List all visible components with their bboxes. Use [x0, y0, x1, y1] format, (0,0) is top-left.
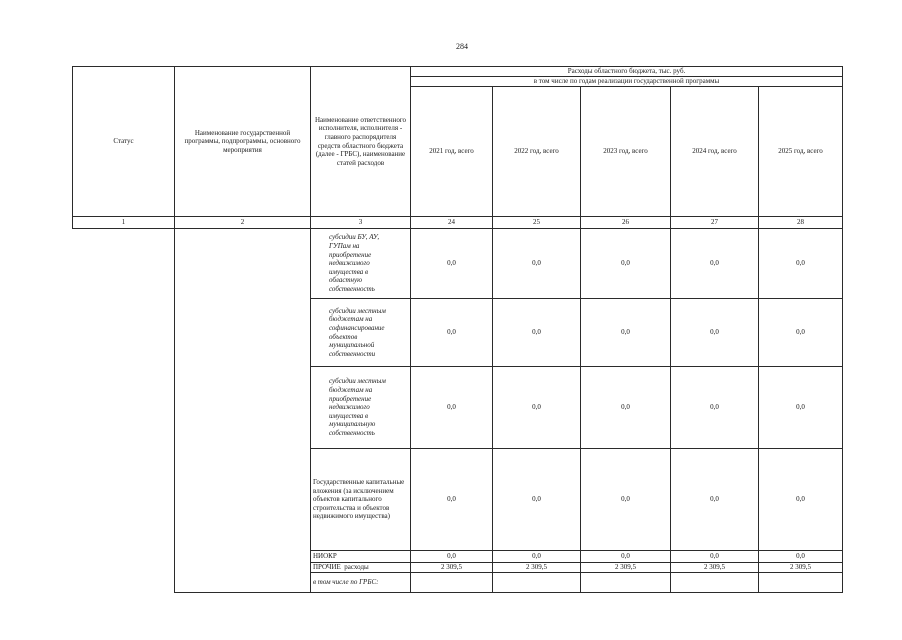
- header-status: Статус: [73, 67, 175, 217]
- value-cell: 0,0: [759, 449, 843, 551]
- row-label: в том числе по ГРБС:: [311, 573, 411, 593]
- status-cell: [73, 229, 175, 593]
- column-number: 25: [493, 217, 581, 229]
- column-number: 27: [671, 217, 759, 229]
- value-cell: 0,0: [493, 449, 581, 551]
- column-number: 28: [759, 217, 843, 229]
- value-cell: 0,0: [411, 367, 493, 449]
- value-cell: [759, 573, 843, 593]
- value-cell: 0,0: [411, 449, 493, 551]
- row-label: НИОКР: [311, 551, 411, 563]
- value-cell: 0,0: [493, 367, 581, 449]
- header-year-2022: 2022 год, всего: [493, 87, 581, 217]
- value-cell: 0,0: [581, 551, 671, 563]
- column-number: 1: [73, 217, 175, 229]
- header-year-2025: 2025 год, всего: [759, 87, 843, 217]
- value-cell: 2 309,5: [581, 563, 671, 573]
- value-cell: 0,0: [411, 551, 493, 563]
- value-cell: [581, 573, 671, 593]
- row-label: ПРОЧИЕ расходы: [311, 563, 411, 573]
- column-number-row: [73, 217, 843, 229]
- header-year-2024: 2024 год, всего: [671, 87, 759, 217]
- table-row: [73, 229, 843, 299]
- value-cell: [671, 573, 759, 593]
- value-cell: 0,0: [671, 229, 759, 299]
- header-year-2021: 2021 год, всего: [411, 87, 493, 217]
- row-label: Государственные капитальные вложения (за исключением объектов капитального строительства и объектов недвижимого имущества): [311, 449, 411, 551]
- value-cell: 0,0: [411, 299, 493, 367]
- value-cell: [493, 573, 581, 593]
- value-cell: 0,0: [581, 449, 671, 551]
- value-cell: 0,0: [581, 299, 671, 367]
- column-number: 3: [311, 217, 411, 229]
- column-number: 24: [411, 217, 493, 229]
- value-cell: 0,0: [493, 229, 581, 299]
- value-cell: [411, 573, 493, 593]
- value-cell: 0,0: [581, 367, 671, 449]
- value-cell: 2 309,5: [759, 563, 843, 573]
- header-by-years: в том числе по годам реализации государственной программы: [411, 77, 843, 87]
- header-expenses: Расходы областного бюджета, тыс. руб.: [411, 67, 843, 77]
- column-number: 26: [581, 217, 671, 229]
- header-executor: Наименование ответственного исполнителя, исполнителя - главного распорядителя средств областного бюджета (далее - ГРБС), наименование статей расходов: [311, 67, 411, 217]
- value-cell: 0,0: [759, 551, 843, 563]
- row-label: субсидии местным бюджетам на софинансирование объектов муниципальной собственности: [311, 299, 411, 367]
- value-cell: 2 309,5: [493, 563, 581, 573]
- header-year-2023: 2023 год, всего: [581, 87, 671, 217]
- header-program-name: Наименование государственной программы, подпрограммы, основного мероприятия: [175, 67, 311, 217]
- value-cell: 0,0: [493, 551, 581, 563]
- value-cell: 0,0: [671, 299, 759, 367]
- value-cell: 0,0: [671, 367, 759, 449]
- page-number: 284: [456, 42, 468, 51]
- value-cell: 0,0: [759, 299, 843, 367]
- value-cell: 2 309,5: [671, 563, 759, 573]
- value-cell: 0,0: [411, 229, 493, 299]
- row-label: субсидии местным бюджетам на приобретение недвижимого имущества в муниципальную собственность: [311, 367, 411, 449]
- value-cell: 0,0: [671, 551, 759, 563]
- row-label: субсидии БУ, АУ, ГУПам на приобретение недвижимого имущества в областную собственность: [311, 229, 411, 299]
- value-cell: 0,0: [759, 367, 843, 449]
- value-cell: 0,0: [581, 229, 671, 299]
- value-cell: 0,0: [493, 299, 581, 367]
- value-cell: 0,0: [671, 449, 759, 551]
- value-cell: 0,0: [759, 229, 843, 299]
- value-cell: 2 309,5: [411, 563, 493, 573]
- budget-table: [72, 66, 843, 593]
- column-number: 2: [175, 217, 311, 229]
- program-name-cell: [175, 229, 311, 593]
